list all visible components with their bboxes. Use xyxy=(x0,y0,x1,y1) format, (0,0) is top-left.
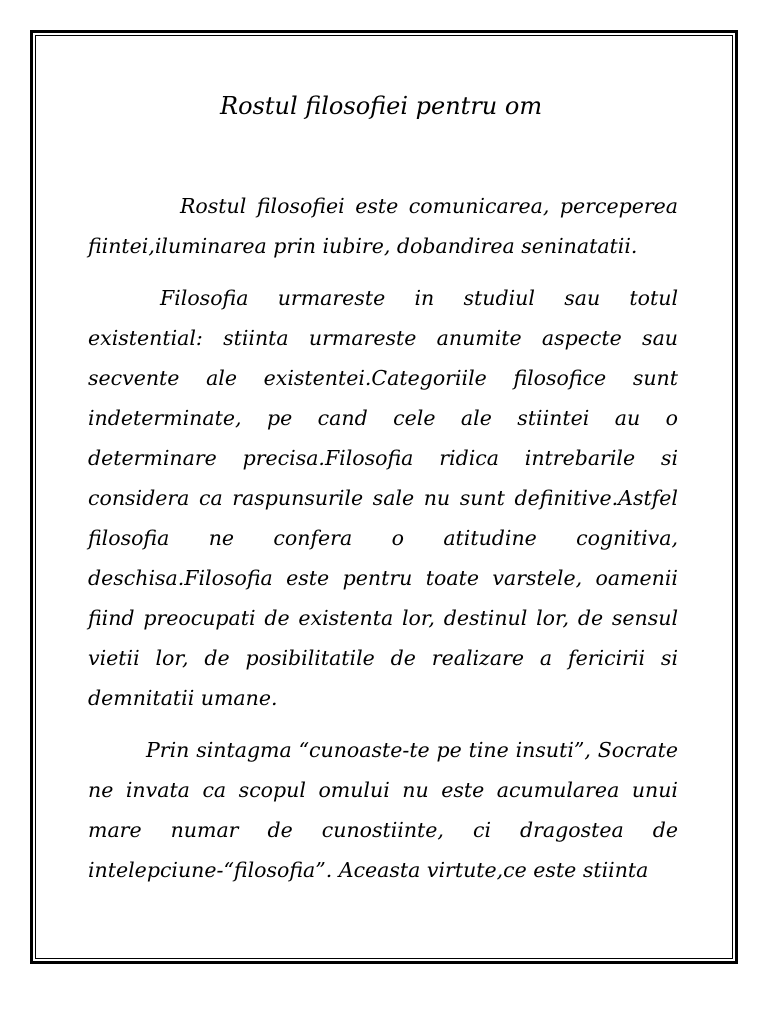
document-body xyxy=(88,186,678,902)
paragraph-1: Rostul filosofiei este comunicarea, perceperea fiintei,iluminarea prin iubire, dobandirea seninatatii. xyxy=(88,194,678,258)
paragraph-2: Filosofia urmareste in studiul sau totul existential: stiinta urmareste anumite aspecte sau secvente ale existentei.Categoriile filosofice sunt indeterminate, pe cand cele ale stiintei au o determinare precisa.Filosofia ridica intrebarile si considera ca raspunsurile sale nu sunt definitive.Astfel filosofia ne confera o atitudine cognitiva, deschisa.Filosofia este pentru toate varstele, oamenii fiind preocupati de existenta lor, destinul lor, de sensul vietii lor, de posibilitatile de realizare a fericirii si demnitatii umane. xyxy=(88,286,678,710)
document-title: Rostul filosofiei pentru om xyxy=(220,92,543,120)
paragraph-3: Prin sintagma “cunoaste-te pe tine insuti”, Socrate ne invata ca scopul omului nu este acumularea unui mare numar de cunostiinte, ci dragostea de intelepciune-“filosofia”. Aceasta virtute,ce este stiinta xyxy=(88,738,678,882)
